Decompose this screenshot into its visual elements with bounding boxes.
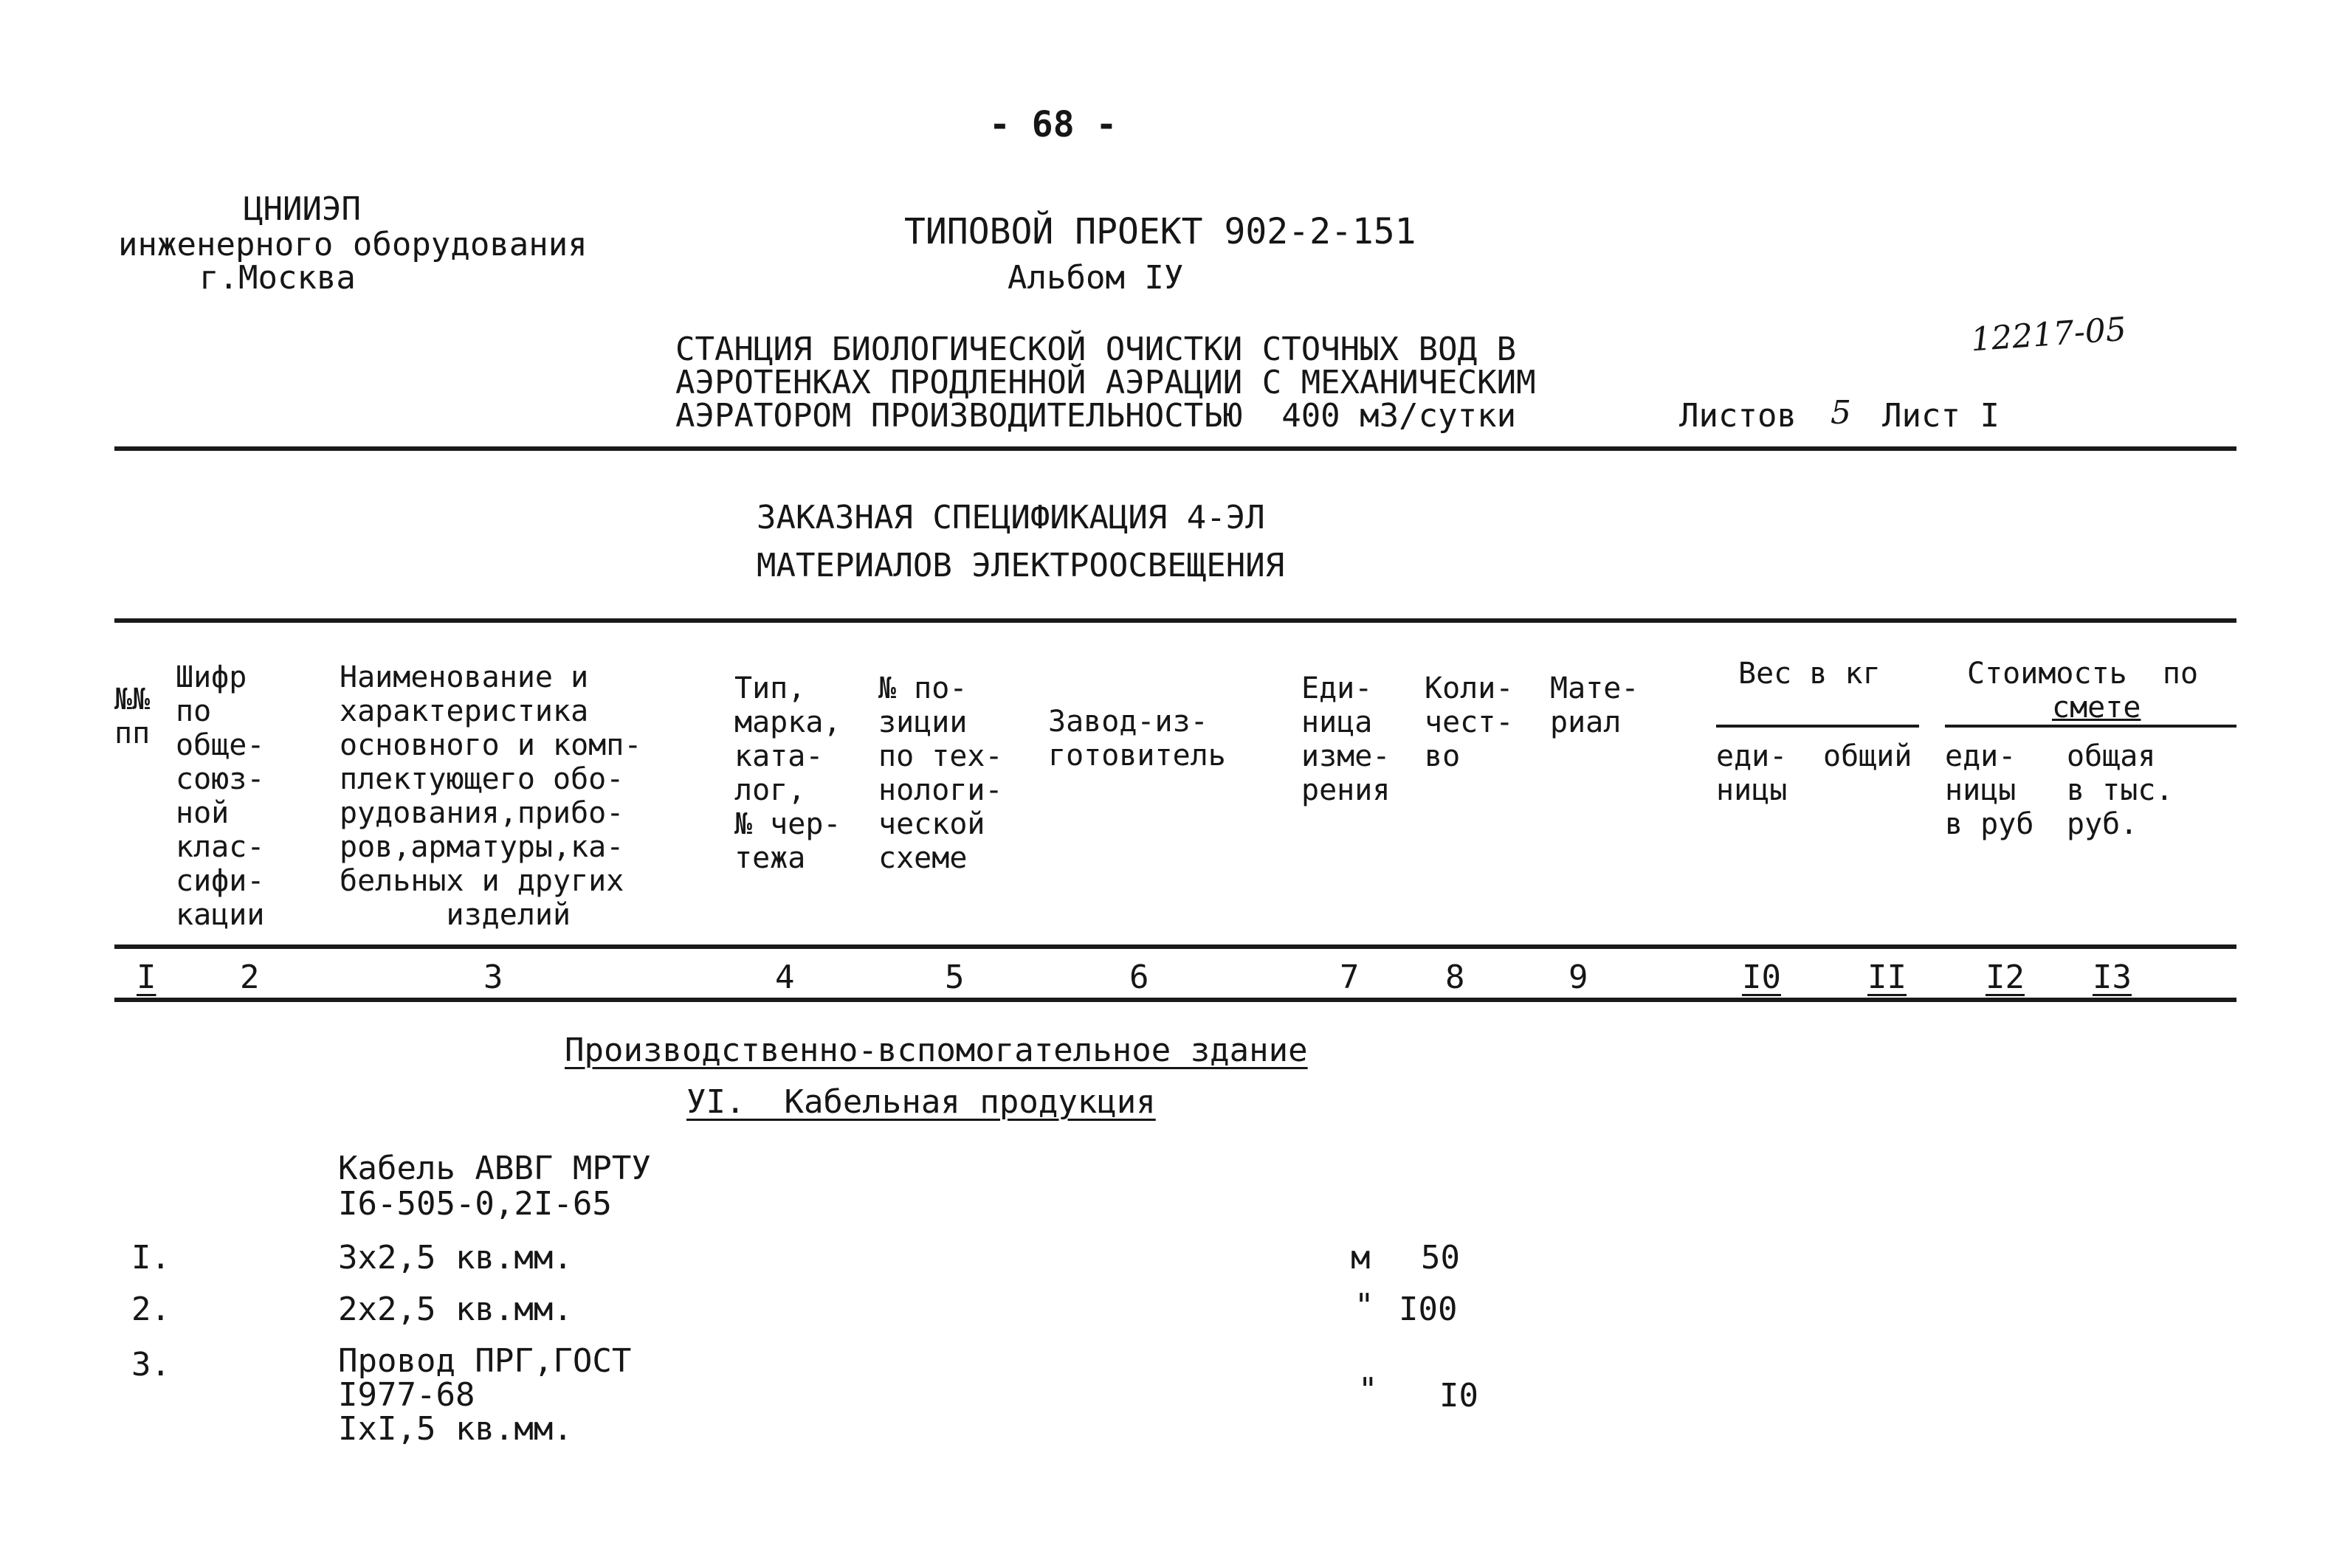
header-col-3: Наименование и характеристика основного и комп- плектующего обо- рудования,прибо- ров,арматуры,ка- бельных и других изделий	[340, 660, 642, 932]
project-title: ТИПОВОЙ ПРОЕКТ 902-2-151	[904, 211, 1416, 252]
subsection-title: УI. Кабельная продукция	[686, 1083, 1156, 1121]
header-col-4: Тип, марка, ката- лог, № чер- тежа	[734, 671, 841, 875]
column-number: I3	[2093, 959, 2132, 996]
project-description-line-1: СТАНЦИЯ БИОЛОГИЧЕСКОЙ ОЧИСТКИ СТОЧНЫХ ВОД В	[675, 331, 1517, 368]
project-description-line-2: АЭРОТЕНКАХ ПРОДЛЕННОЙ АЭРАЦИИ С МЕХАНИЧЕСКИМ	[675, 364, 1536, 401]
header-col-1: №№ пп	[114, 683, 151, 750]
spec-subtitle: МАТЕРИАЛОВ ЭЛЕКТРООСВЕЩЕНИЯ	[757, 547, 1285, 584]
column-number: 4	[775, 959, 795, 996]
header-col-12: еди- ницы в руб	[1945, 739, 2034, 841]
row-unit: "	[1358, 1371, 1378, 1409]
column-number: 7	[1340, 959, 1360, 996]
column-number: I	[137, 959, 156, 996]
top-rule	[114, 446, 2236, 451]
header-col-11: общий	[1823, 739, 1912, 773]
org-city: г.Москва	[199, 259, 356, 297]
weight-group-rule	[1716, 725, 1919, 728]
row-quantity: I0	[1439, 1377, 1478, 1415]
cable-group-name: Кабель АВВГ МРТУ I6-505-0,2I-65	[338, 1150, 651, 1223]
column-numbers-top-rule	[114, 944, 2236, 949]
row-item-name: 3х2,5 кв.мм.	[338, 1239, 573, 1277]
row-item-name: 2х2,5 кв.мм.	[338, 1291, 573, 1328]
header-col-10: еди- ницы	[1716, 739, 1788, 807]
sheet-number: Лист I	[1882, 397, 2000, 435]
header-cost-group: Стоимость по	[1967, 657, 2199, 691]
column-number: I2	[1986, 959, 2025, 996]
header-weight-group: Вес в кг	[1738, 657, 1881, 691]
org-department: инженерного оборудования	[118, 226, 588, 263]
row-number: 2.	[131, 1291, 171, 1328]
row-quantity: 50	[1421, 1239, 1460, 1277]
table-header-top-rule	[114, 618, 2236, 623]
header-col-13: общая в тыс. руб.	[2067, 739, 2174, 841]
column-number: 5	[945, 959, 965, 996]
row-unit: м	[1351, 1239, 1371, 1277]
sheets-count-value: 5	[1831, 394, 1851, 432]
handwritten-code: 12217-05	[1969, 310, 2128, 359]
row-number: I.	[131, 1239, 171, 1277]
org-name: ЦНИИЭП	[244, 190, 361, 228]
section-title: Производственно-вспомогательное здание	[565, 1032, 1308, 1069]
column-number: 3	[483, 959, 503, 996]
header-col-9: Мате- риал	[1550, 671, 1639, 739]
row-item-name: Провод ПРГ,ГОСТ I977-68 IхI,5 кв.мм.	[338, 1342, 632, 1448]
cost-group-rule	[1945, 725, 2236, 728]
row-number: 3.	[131, 1346, 171, 1384]
column-number: 9	[1568, 959, 1588, 996]
album-label: Альбом IУ	[1008, 259, 1184, 297]
row-quantity: I00	[1399, 1291, 1458, 1328]
column-number: 2	[240, 959, 260, 996]
column-numbers-bottom-rule	[114, 998, 2236, 1002]
header-col-5: № по- зиции по тех- нологи- ческой схеме	[878, 671, 1003, 875]
column-number: II	[1867, 959, 1907, 996]
header-col-6: Завод-из- готовитель	[1048, 705, 1226, 773]
header-cost-group-sub: смете	[2052, 691, 2141, 725]
column-number: I0	[1742, 959, 1781, 996]
header-col-7: Еди- ница изме- рения	[1301, 671, 1391, 807]
spec-title: ЗАКАЗНАЯ СПЕЦИФИКАЦИЯ 4-ЭЛ	[757, 499, 1265, 536]
sheets-count-label: Листов	[1679, 397, 1797, 435]
header-col-8: Коли- чест- во	[1425, 671, 1514, 773]
column-number: 8	[1445, 959, 1465, 996]
header-col-2: Шифр по обще- союз- ной клас- сифи- кации	[176, 660, 265, 932]
row-unit: "	[1354, 1287, 1374, 1324]
project-description-line-3: АЭРАТОРОМ ПРОИЗВОДИТЕЛЬНОСТЬЮ 400 м3/сутки	[675, 397, 1517, 435]
column-number: 6	[1129, 959, 1149, 996]
page-number: - 68 -	[989, 104, 1117, 145]
